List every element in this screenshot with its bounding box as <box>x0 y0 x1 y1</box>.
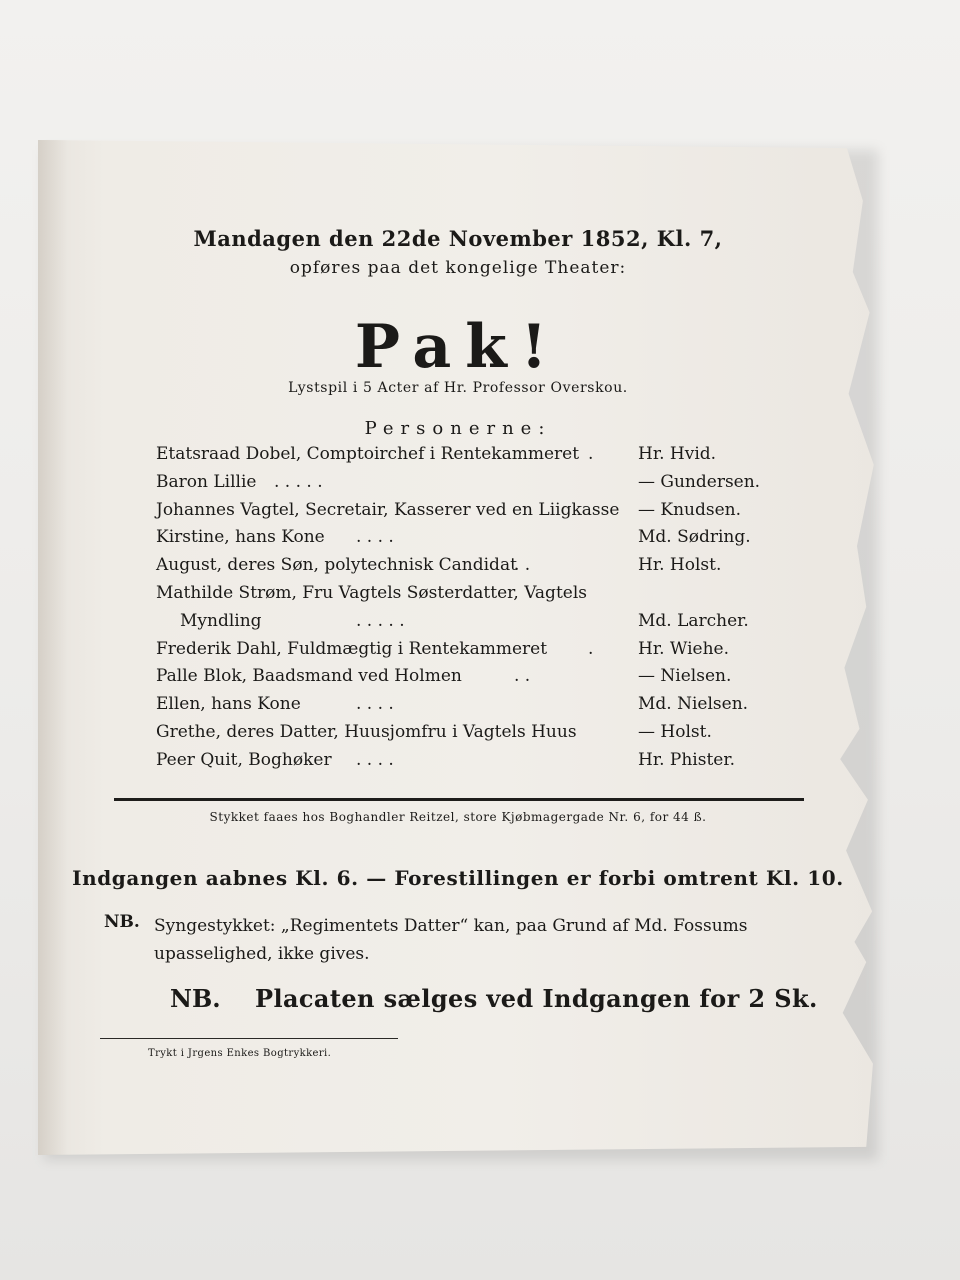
actor-name: Hr. Wiehe. <box>638 638 729 659</box>
role-name: Myndling <box>180 610 262 631</box>
notice-text: Placaten sælges ved Indgangen for 2 Sk. <box>255 984 818 1013</box>
actor-name: Hr. Hvid. <box>638 444 717 464</box>
role-name: Grethe, deres Datter, Huusjomfru i Vagtels Huus <box>156 721 577 742</box>
cast-row <box>156 444 816 472</box>
printer-imprint: Trykt i Jrgens Enkes Bogtrykkeri. <box>148 1048 332 1059</box>
leader-dots: . <box>588 638 594 659</box>
cast-row <box>156 750 816 778</box>
role-name: Frederik Dahl, Fuldmægtig i Rentekammeret <box>156 638 548 659</box>
leader-dots: . . . . <box>356 749 394 770</box>
actor-name: Md. Nielsen. <box>638 694 749 715</box>
date-line: Mandagen den 22de November 1852, Kl. 7, <box>193 226 723 251</box>
leader-dots: . . . . <box>356 694 394 715</box>
printer-rule <box>100 1038 398 1039</box>
leader-dots: . . . . . <box>356 610 405 631</box>
divider-rule <box>114 798 804 801</box>
notice-label: NB. <box>170 984 221 1013</box>
actor-name: — Gundersen. <box>638 471 761 492</box>
role-name: Mathilde Strøm, Fru Vagtels Søsterdatter, Vagtels <box>156 582 587 603</box>
cast-row <box>156 583 816 611</box>
leader-dots: . <box>588 444 594 464</box>
cast-row <box>156 472 816 500</box>
leader-dots: . . <box>514 666 531 687</box>
play-title: Pak! <box>354 312 562 382</box>
notice-label: NB. <box>104 912 140 932</box>
cast-list <box>156 444 816 778</box>
venue-line: opføres paa det kongelige Theater: <box>289 258 627 278</box>
cast-row <box>156 555 816 583</box>
cast-row <box>156 694 816 722</box>
cast-row <box>156 639 816 667</box>
actor-name: — Nielsen. <box>638 666 732 687</box>
role-name: August, deres Søn, polytechnisk Candidat <box>156 555 517 576</box>
cast-row <box>156 500 816 528</box>
cast-row <box>156 666 816 694</box>
cast-row <box>156 611 816 639</box>
bookseller-note: Stykket faaes hos Boghandler Reitzel, store Kjøbmagergade Nr. 6, for 44 ß. <box>209 810 707 824</box>
role-name: Ellen, hans Kone <box>156 694 301 715</box>
entrance-times: Indgangen aabnes Kl. 6. — Forestillingen er forbi omtrent Kl. 10. <box>72 866 844 890</box>
role-name: Peer Quit, Boghøker <box>156 749 332 770</box>
notice-text: Syngestykket: „Regimentets Datter“ kan, paa Grund af Md. Fossums upasselighed, ikke gives. <box>154 916 748 964</box>
actor-name: Md. Larcher. <box>638 610 749 631</box>
play-subtitle: Lystspil i 5 Acter af Hr. Professor Overskou. <box>288 380 628 396</box>
cast-heading: Personerne: <box>364 418 552 439</box>
leader-dots: . . . . . <box>274 471 323 492</box>
actor-name: — Knudsen. <box>638 499 742 520</box>
role-name: Kirstine, hans Kone <box>156 527 325 548</box>
role-name: Palle Blok, Baadsmand ved Holmen <box>156 666 462 687</box>
paper-fold-edge <box>38 140 68 1155</box>
leader-dots: . . . . <box>356 527 394 548</box>
cast-row <box>156 722 816 750</box>
role-name: Etatsraad Dobel, Comptoirchef i Rentekammeret <box>156 444 580 464</box>
role-name: Baron Lillie <box>156 471 257 492</box>
actor-name: — Holst. <box>638 721 712 742</box>
actor-name: Hr. Holst. <box>638 555 722 576</box>
cast-row <box>156 527 816 555</box>
actor-name: Hr. Phister. <box>638 749 735 770</box>
actor-name: Md. Sødring. <box>638 527 751 548</box>
role-name: Johannes Vagtel, Secretair, Kasserer ved en Liigkasse <box>156 499 620 520</box>
leader-dots: . . <box>514 555 531 576</box>
